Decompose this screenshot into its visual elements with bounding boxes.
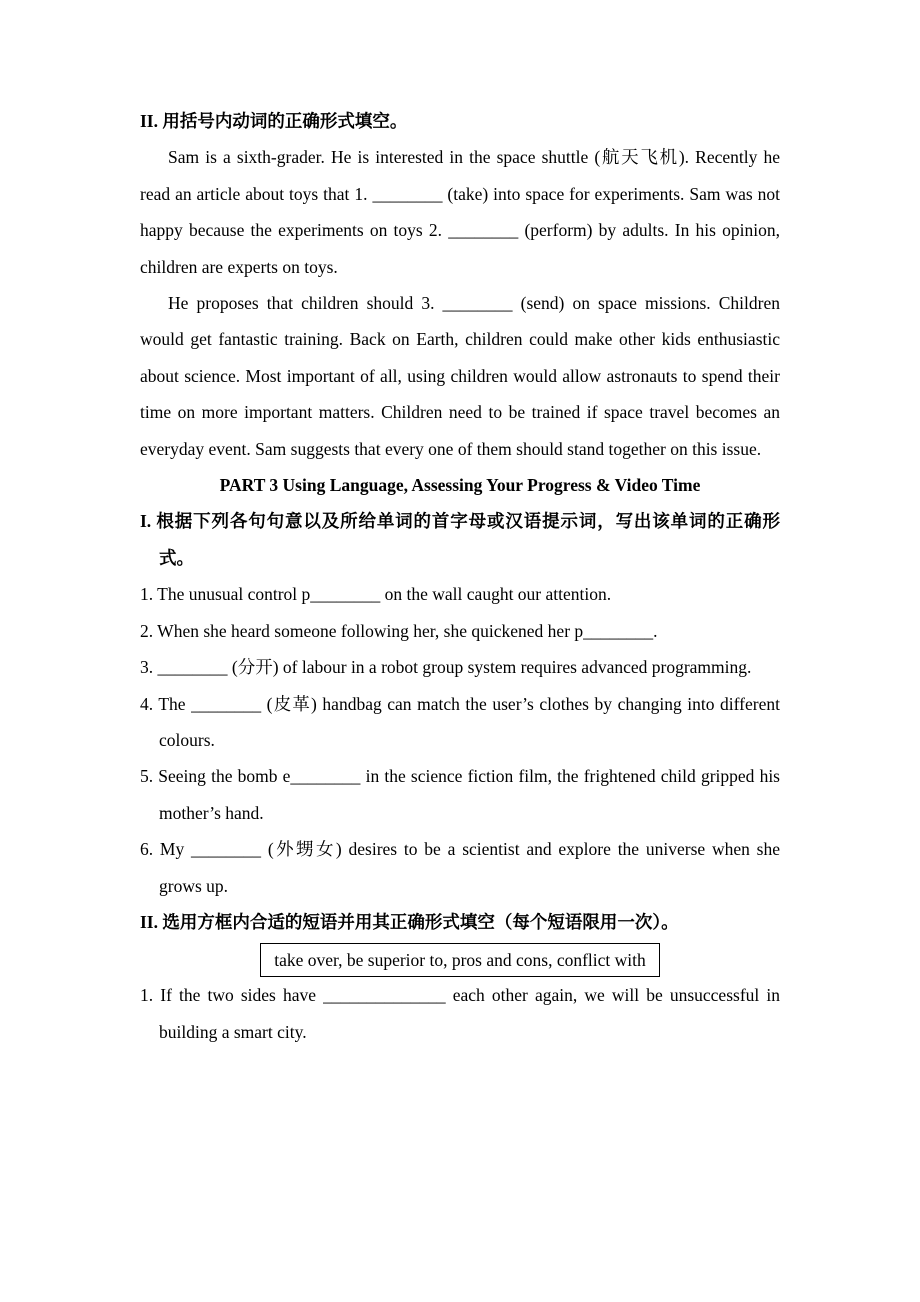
section-words-heading: I. 根据下列各句句意以及所给单词的首字母或汉语提示词，写出该单词的正确形式。 [140,511,780,568]
verbs-paragraph-1: Sam is a sixth-grader. He is interested in the space shuttle (航天飞机). Recently he read an article about toys that 1. ________ (take) into space for experiments. Sam was not happy because the experiments on toys 2. ________ (perform) by adults. In his opinion, children are experts on toys. [140,147,780,277]
part3-title: PART 3 Using Language, Assessing Your Progress & Video Time [219,475,701,496]
verbs-paragraph-2: He proposes that children should 3. ________ (send) on space missions. Children would get fantastic training. Back on Earth, children could make other kids enthusiastic about science. Most important of all, using children would allow astronauts to spend their time on more important matters. Children need to be trained if space travel becomes an everyday event. Sam suggests that every one of them should stand together on this issue. [140,293,780,459]
phrase-item-1: 1. If the two sides have ______________ each other again, we will be unsuccessful in building a smart city. [140,985,780,1042]
word-item-3: 3. ________ (分开) of labour in a robot group system requires advanced programming. [140,657,752,678]
section-verbs-heading: II. 用括号内动词的正确形式填空。 [140,111,408,131]
word-item-4: 4. The ________ (皮革) handbag can match the user’s clothes by changing into different colours. [140,693,780,750]
phrase-bank-box: take over, be superior to, pros and cons, conflict with [260,943,660,977]
word-item-5: 5. Seeing the bomb e________ in the science fiction film, the frightened child gripped his mother’s hand. [140,766,780,823]
word-item-6: 6. My ________ (外甥女) desires to be a scientist and explore the universe when she grows up. [140,839,780,896]
document-content [140,103,780,1050]
section-phrases-heading: II. 选用方框内合适的短语并用其正确形式填空（每个短语限用一次）。 [140,911,679,932]
word-item-2: 2. When she heard someone following her, she quickened her p________. [140,620,658,641]
word-item-1: 1. The unusual control p________ on the wall caught our attention. [140,584,612,605]
phrase-bank-row [140,940,780,977]
